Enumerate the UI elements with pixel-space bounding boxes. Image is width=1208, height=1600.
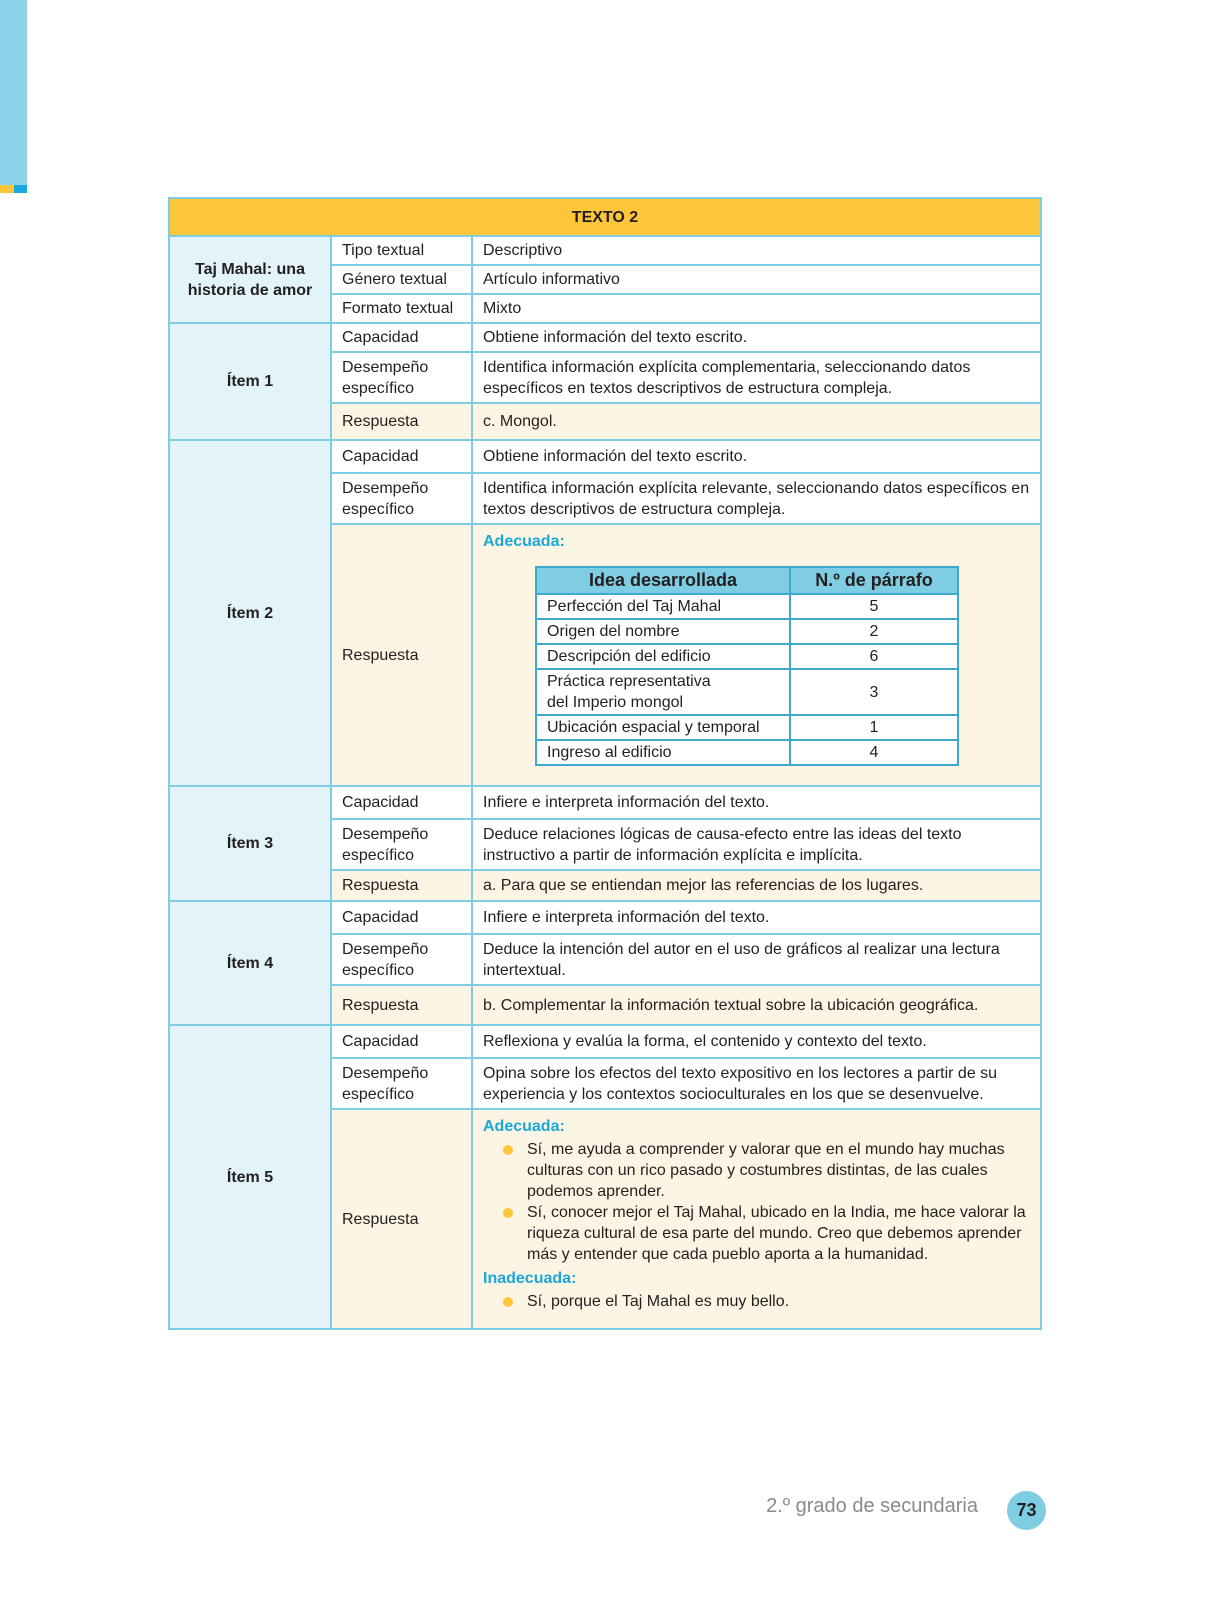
desempeno-label: Desempeño específico [331, 819, 472, 870]
idea-cell: Origen del nombre [536, 619, 790, 644]
desempeno-label: Desempeño específico [331, 473, 472, 524]
ideas-header-paragraph: N.º de párrafo [790, 567, 958, 594]
item-4-capacidad: Infiere e interpreta información del texto. [472, 901, 1041, 934]
bullet-icon [503, 1297, 513, 1307]
item-4-label: Ítem 4 [169, 901, 331, 1025]
row-label: Género textual [331, 265, 472, 294]
ideas-table [535, 566, 959, 766]
item-5-label: Ítem 5 [169, 1025, 331, 1329]
item-1-respuesta: c. Mongol. [472, 403, 1041, 440]
item-3-desempeno: Deduce relaciones lógicas de causa-efecto entre las ideas del texto instructivo a partir de información explícita e implícita. [472, 819, 1041, 870]
side-mark-blue [14, 185, 27, 193]
adecuada-list [501, 1139, 1030, 1265]
capacidad-label: Capacidad [331, 440, 472, 473]
item-2-label: Ítem 2 [169, 440, 331, 786]
answer-text: Sí, me ayuda a comprender y valorar que en el mundo hay muchas culturas con un rico pasado y costumbres distintas, de las cuales podemos aprender. [527, 1141, 1005, 1200]
row-value: Artículo informativo [472, 265, 1041, 294]
answer-text: Sí, conocer mejor el Taj Mahal, ubicado en la India, me hace valorar la riqueza cultural de esa parte del mundo. Creo que debemos aprender más y entender que cada pueblo aporta a la humanidad. [527, 1204, 1026, 1263]
row-value: Descriptivo [472, 236, 1041, 265]
capacidad-label: Capacidad [331, 1025, 472, 1058]
paragraph-cell: 3 [790, 669, 958, 715]
respuesta-label: Respuesta [331, 985, 472, 1025]
item-2-respuesta [472, 524, 1041, 786]
respuesta-label: Respuesta [331, 524, 472, 786]
item-2-desempeno: Identifica información explícita relevante, seleccionando datos específicos en textos descriptivos de estructura compleja. [472, 473, 1041, 524]
inadecuada-list [501, 1291, 1030, 1312]
idea-cell: Ingreso al edificio [536, 740, 790, 765]
item-2-capacidad: Obtiene información del texto escrito. [472, 440, 1041, 473]
text-name: Taj Mahal: una historia de amor [169, 236, 331, 323]
idea-cell: Ubicación espacial y temporal [536, 715, 790, 740]
row-label: Formato textual [331, 294, 472, 323]
list-item [501, 1139, 1030, 1202]
paragraph-cell: 4 [790, 740, 958, 765]
item-1-capacidad: Obtiene información del texto escrito. [472, 323, 1041, 352]
respuesta-label: Respuesta [331, 870, 472, 901]
ideas-header-idea: Idea desarrollada [536, 567, 790, 594]
paragraph-cell: 6 [790, 644, 958, 669]
item-5-desempeno: Opina sobre los efectos del texto expositivo en los lectores a partir de su experiencia y los contextos socioculturales en los que se desenvuelve. [472, 1058, 1041, 1109]
item-3-respuesta: a. Para que se entiendan mejor las referencias de los lugares. [472, 870, 1041, 901]
row-value: Mixto [472, 294, 1041, 323]
table-row [536, 619, 958, 644]
idea-cell: Descripción del edificio [536, 644, 790, 669]
item-5-respuesta [472, 1109, 1041, 1329]
idea-cell: Práctica representativa del Imperio mongol [536, 669, 790, 715]
bullet-icon [503, 1145, 513, 1155]
inadecuada-label: Inadecuada: [483, 1270, 577, 1287]
page-number: 73 [1007, 1491, 1046, 1530]
paragraph-cell: 2 [790, 619, 958, 644]
table-row [536, 715, 958, 740]
item-1-label: Ítem 1 [169, 323, 331, 440]
paragraph-cell: 1 [790, 715, 958, 740]
row-label: Tipo textual [331, 236, 472, 265]
table-row [536, 594, 958, 619]
footer-grade: 2.º grado de secundaria [766, 1495, 978, 1517]
capacidad-label: Capacidad [331, 323, 472, 352]
respuesta-label: Respuesta [331, 1109, 472, 1329]
side-mark-yellow [0, 185, 14, 193]
item-4-desempeno: Deduce la intención del autor en el uso de gráficos al realizar una lectura intertextual. [472, 934, 1041, 985]
list-item [501, 1202, 1030, 1265]
desempeno-label: Desempeño específico [331, 934, 472, 985]
table-row [536, 740, 958, 765]
paragraph-cell: 5 [790, 594, 958, 619]
capacidad-label: Capacidad [331, 901, 472, 934]
list-item [501, 1291, 1030, 1312]
desempeno-label: Desempeño específico [331, 352, 472, 403]
item-5-capacidad: Reflexiona y evalúa la forma, el contenido y contexto del texto. [472, 1025, 1041, 1058]
side-color-bar [0, 0, 27, 185]
adecuada-label: Adecuada: [483, 533, 565, 550]
item-4-respuesta: b. Complementar la información textual sobre la ubicación geográfica. [472, 985, 1041, 1025]
table-title: TEXTO 2 [169, 198, 1041, 236]
item-3-label: Ítem 3 [169, 786, 331, 901]
bullet-icon [503, 1208, 513, 1218]
table-row [536, 644, 958, 669]
item-1-desempeno: Identifica información explícita complementaria, seleccionando datos específicos en textos descriptivos de estructura compleja. [472, 352, 1041, 403]
capacidad-label: Capacidad [331, 786, 472, 819]
item-3-capacidad: Infiere e interpreta información del texto. [472, 786, 1041, 819]
adecuada-label: Adecuada: [483, 1118, 565, 1135]
answer-text: Sí, porque el Taj Mahal es muy bello. [527, 1293, 790, 1310]
desempeno-label: Desempeño específico [331, 1058, 472, 1109]
idea-cell: Perfección del Taj Mahal [536, 594, 790, 619]
respuesta-label: Respuesta [331, 403, 472, 440]
evaluation-table [168, 197, 1042, 1330]
table-row [536, 669, 958, 715]
